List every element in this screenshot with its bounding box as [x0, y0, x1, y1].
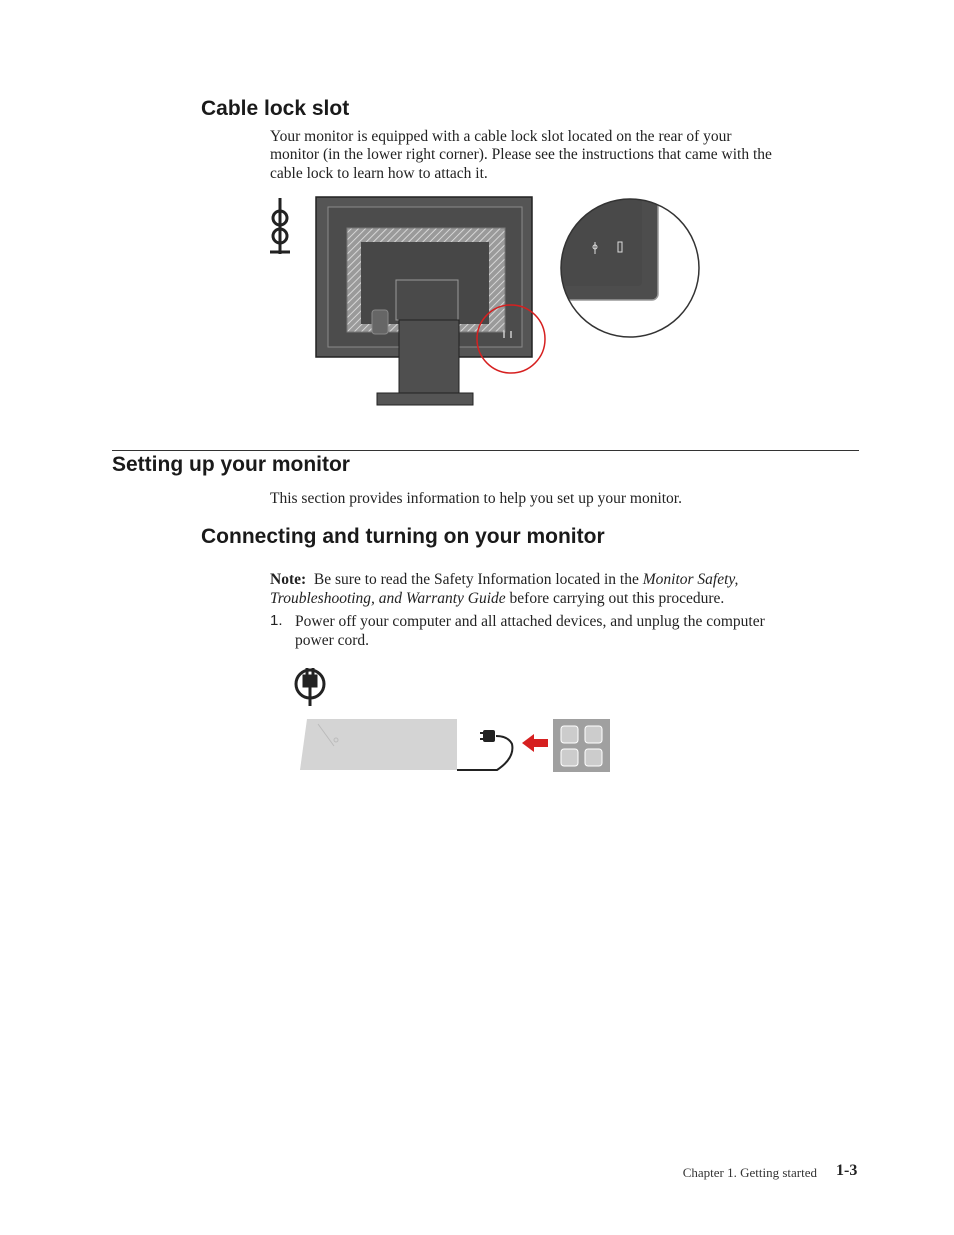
step-1-line-2: power cord.	[295, 632, 370, 649]
cable-lock-icon	[270, 198, 290, 254]
guide-title-part-1: Monitor Safety,	[642, 571, 739, 588]
lock-slot-zoom-illustration	[552, 190, 699, 337]
wall-outlet-illustration	[553, 719, 610, 772]
cable-lock-line-2: monitor (in the lower right corner). Please see the instructions that came with the	[270, 146, 772, 163]
connecting-heading: Connecting and turning on your monitor	[201, 525, 605, 548]
cable-lock-line-1: Your monitor is equipped with a cable lock slot located on the rear of your	[270, 128, 732, 145]
step-1-number: 1.	[270, 612, 283, 629]
step-1-line-1: Power off your computer and all attached devices, and unplug the computer	[295, 613, 765, 630]
setup-heading: Setting up your monitor	[112, 453, 350, 476]
section-divider	[112, 450, 859, 451]
computer-illustration	[300, 719, 457, 770]
note-text-2: before carrying out this procedure.	[509, 590, 725, 607]
footer-chapter: Chapter 1. Getting started	[682, 1165, 817, 1180]
note-label: Note:	[270, 571, 307, 588]
power-plug-icon	[296, 668, 324, 706]
note-line-1	[270, 570, 738, 589]
cable-lock-heading: Cable lock slot	[201, 97, 350, 120]
monitor-rear-illustration	[316, 197, 545, 405]
setup-intro: This section provides information to help you set up your monitor.	[270, 490, 682, 507]
unplug-figure	[290, 658, 620, 778]
guide-title-part-2: Troubleshooting, and Warranty Guide	[270, 590, 506, 607]
note-text-1: Be sure to read the Safety Information located in the	[313, 571, 639, 588]
unplug-arrow-icon	[522, 734, 548, 752]
note-line-2	[270, 589, 724, 608]
page-number: 1-3	[836, 1162, 858, 1179]
cable-lock-line-3: cable lock to learn how to attach it.	[270, 165, 488, 182]
power-cord-illustration	[457, 730, 512, 770]
cable-lock-figure	[262, 190, 712, 412]
